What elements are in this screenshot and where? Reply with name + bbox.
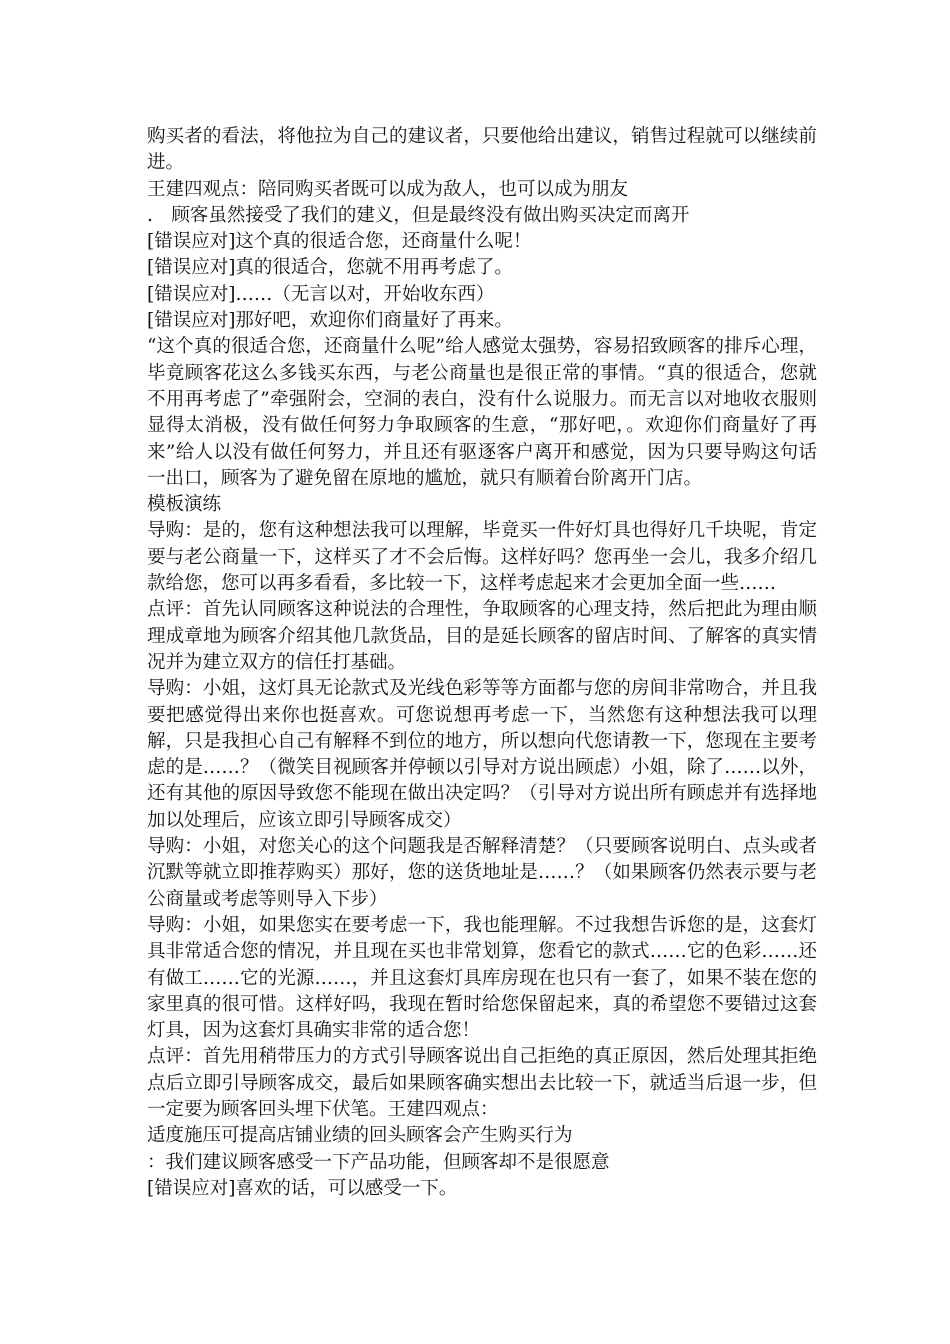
paragraph: . 顾客虽然接受了我们的建义，但是最终没有做出购买决定而离开 [147,204,690,226]
paragraph: [错误应对]真的很适合，您就不用再考虑了。 [147,257,513,279]
paragraph: [错误应对]喜欢的话，可以感受一下。 [147,1177,458,1199]
paragraph: 王建四观点：陪同购买者既可以成为敌人，也可以成为朋友 [147,178,629,200]
paragraph: 适度施压可提高店铺业绩的回头顾客会产生购买行为 [147,1125,573,1147]
paragraph: 导购：小姐，对您关心的这个问题我是否解释清楚？（只要顾客说明白、点头或者沉默等就立即推荐购买）那好，您的送货地址是……？（如果顾客仍然表示要与老公商量或考虑等则导入下步） [147,836,817,910]
paragraph: 点评：首先用稍带压力的方式引导顾客说出自己拒绝的真正原因，然后处理其拒绝点后立即引导顾客成交，最后如果顾客确实想出去比较一下，就适当后退一步，但一定要为顾客回头埋下伏笔。王建四观点： [147,1046,817,1120]
paragraph: [错误应对]……（无言以对，开始收东西） [147,283,495,305]
paragraph: 导购：小姐，这灯具无论款式及光线色彩等等方面都与您的房间非常吻合，并且我要把感觉得出来你也挺喜欢。可您说想再考虑一下，当然您有这种想法我可以理解，只是我担心自己有解释不到位的地方，所以想向代您请教一下，您现在主要考虑的是……？（微笑目视顾客并停顿以引导对方说出顾虑）小姐，除了……以外，还有其他的原因导致您不能现在做出决定吗？（引导对方说出所有顾虑并有选择地加以处理后，应该立即引导顾客成交） [147,678,817,831]
paragraph: 点评：首先认同顾客这种说法的合理性，争取顾客的心理支持，然后把此为理由顺理成章地为顾客介绍其他几款货品，目的是延长顾客的留店时间、了解客的真实情况并为建立双方的信任打基础。 [147,599,817,673]
paragraph: 导购：小姐，如果您实在要考虑一下，我也能理解。不过我想告诉您的是，这套灯具非常适合您的情况，并且现在买也非常划算，您看它的款式……它的色彩……还有做工……它的光源……，并且这套灯具库房现在也只有一套了，如果不装在您的家里真的很可惜。这样好吗，我现在暂时给您保留起来，真的希望您不要错过这套灯具，因为这套灯具确实非常的适合您！ [147,914,817,1042]
document-body [147,124,817,1202]
paragraph: 导购：是的，您有这种想法我可以理解，毕竟买一件好灯具也得好几千块呢，肯定要与老公商量一下，这样买了才不会后悔。这样好吗？您再坐一会儿，我多介绍几款给您，您可以再多看看，多比较一下，这样考虑起来才会更加全面一些…… [147,520,817,595]
paragraph: ：我们建议顾客感受一下产品功能，但顾客却不是很愿意 [147,1151,610,1173]
paragraph: [错误应对]这个真的很适合您，还商量什么呢！ [147,231,532,253]
section-heading: 模板演练 [147,494,222,516]
paragraph: “这个真的很适合您，还商量什么呢”给人感觉太强势，容易招致顾客的排斥心理，毕竟顾客花这么多钱买东西，与老公商量也是很正常的事情。“真的很适合，您就不用再考虑了”牵强附会，空洞的表白，没有什么说服力。而无言以对地收衣服则显得太消极，没有做任何努力争取顾客的生意，“那好吧，。欢迎你们商量好了再来”给人以没有做任何努力，并且还有驱逐客户离开和感觉，因为只要导购这句话一出口，顾客为了避免留在原地的尴尬，就只有顺着台阶离开门店。 [147,336,817,489]
paragraph: 购买者的看法，将他拉为自己的建议者，只要他给出建议，销售过程就可以继续前进。 [147,126,817,174]
paragraph: [错误应对]那好吧，欢迎你们商量好了再来。 [147,310,513,332]
